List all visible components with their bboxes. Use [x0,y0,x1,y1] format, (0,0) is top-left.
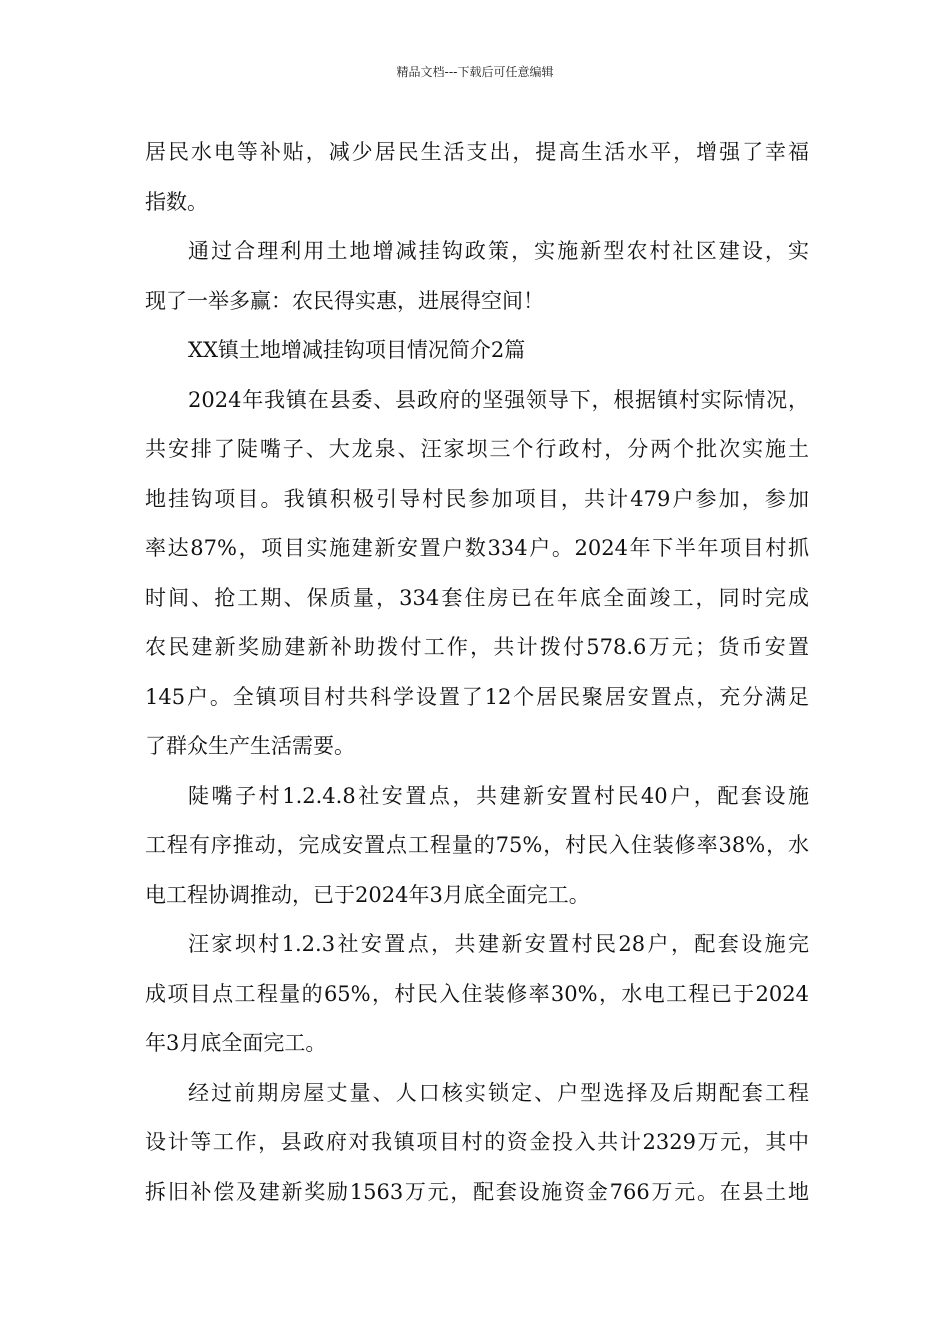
text-line: 率达87%，项目实施建新安置户数334户。2024年下半年项目村抓 [145,536,809,560]
text-line: 拆旧补偿及建新奖励1563万元，配套设施资金766万元。在县土地 [145,1179,809,1204]
text-line: 现了一举多赢：农民得实惠，进展得空间！ [145,288,544,313]
text-line: 成项目点工程量的65%，村民入住装修率30%，水电工程已于2024 [145,981,809,1006]
text-line: 电工程协调推动，已于2024年3月底全面完工。 [145,882,590,907]
text-line: 指数。 [145,189,208,214]
text-line: 了群众生产生活需要。 [145,734,355,758]
text-line: 农民建新奖励建新补助拨付工作，共计拨付578.6万元；货币安置 [145,635,809,659]
text-line: 工程有序推动，完成安置点工程量的75%，村民入住装修率38%，水 [145,833,809,857]
document-body [145,128,809,1217]
text-line: 汪家坝村1.2.3社安置点，共建新安置村民28户，配套设施完 [188,932,809,956]
text-line: 设计等工作，县政府对我镇项目村的资金投入共计2329万元，其中 [145,1130,809,1154]
text-line: 通过合理利用土地增减挂钩政策，实施新型农村社区建设，实 [188,239,809,263]
text-line: 居民水电等补贴，减少居民生活支出，提高生活水平，增强了幸福 [145,140,809,164]
text-line: 2024年我镇在县委、县政府的坚强领导下，根据镇村实际情况， [188,387,809,412]
section-title: XX镇土地增减挂钩项目情况简介2篇 [188,338,526,362]
text-line: 共安排了陡嘴子、大龙泉、汪家坝三个行政村，分两个批次实施土 [145,437,809,461]
text-line: 145户。全镇项目村共科学设置了12个居民聚居安置点，充分满足 [145,684,809,709]
page-header: 精品文档---下载后可任意编辑 [396,65,554,79]
text-line: 陡嘴子村1.2.4.8社安置点，共建新安置村民40户，配套设施 [188,783,809,808]
text-line: 地挂钩项目。我镇积极引导村民参加项目，共计479户参加，参加 [145,486,809,511]
text-line: 时间、抢工期、保质量，334套住房已在年底全面竣工，同时完成 [145,585,809,610]
text-line: 年3月底全面完工。 [145,1031,327,1055]
text-line: 经过前期房屋丈量、人口核实锁定、户型选择及后期配套工程 [188,1080,809,1105]
